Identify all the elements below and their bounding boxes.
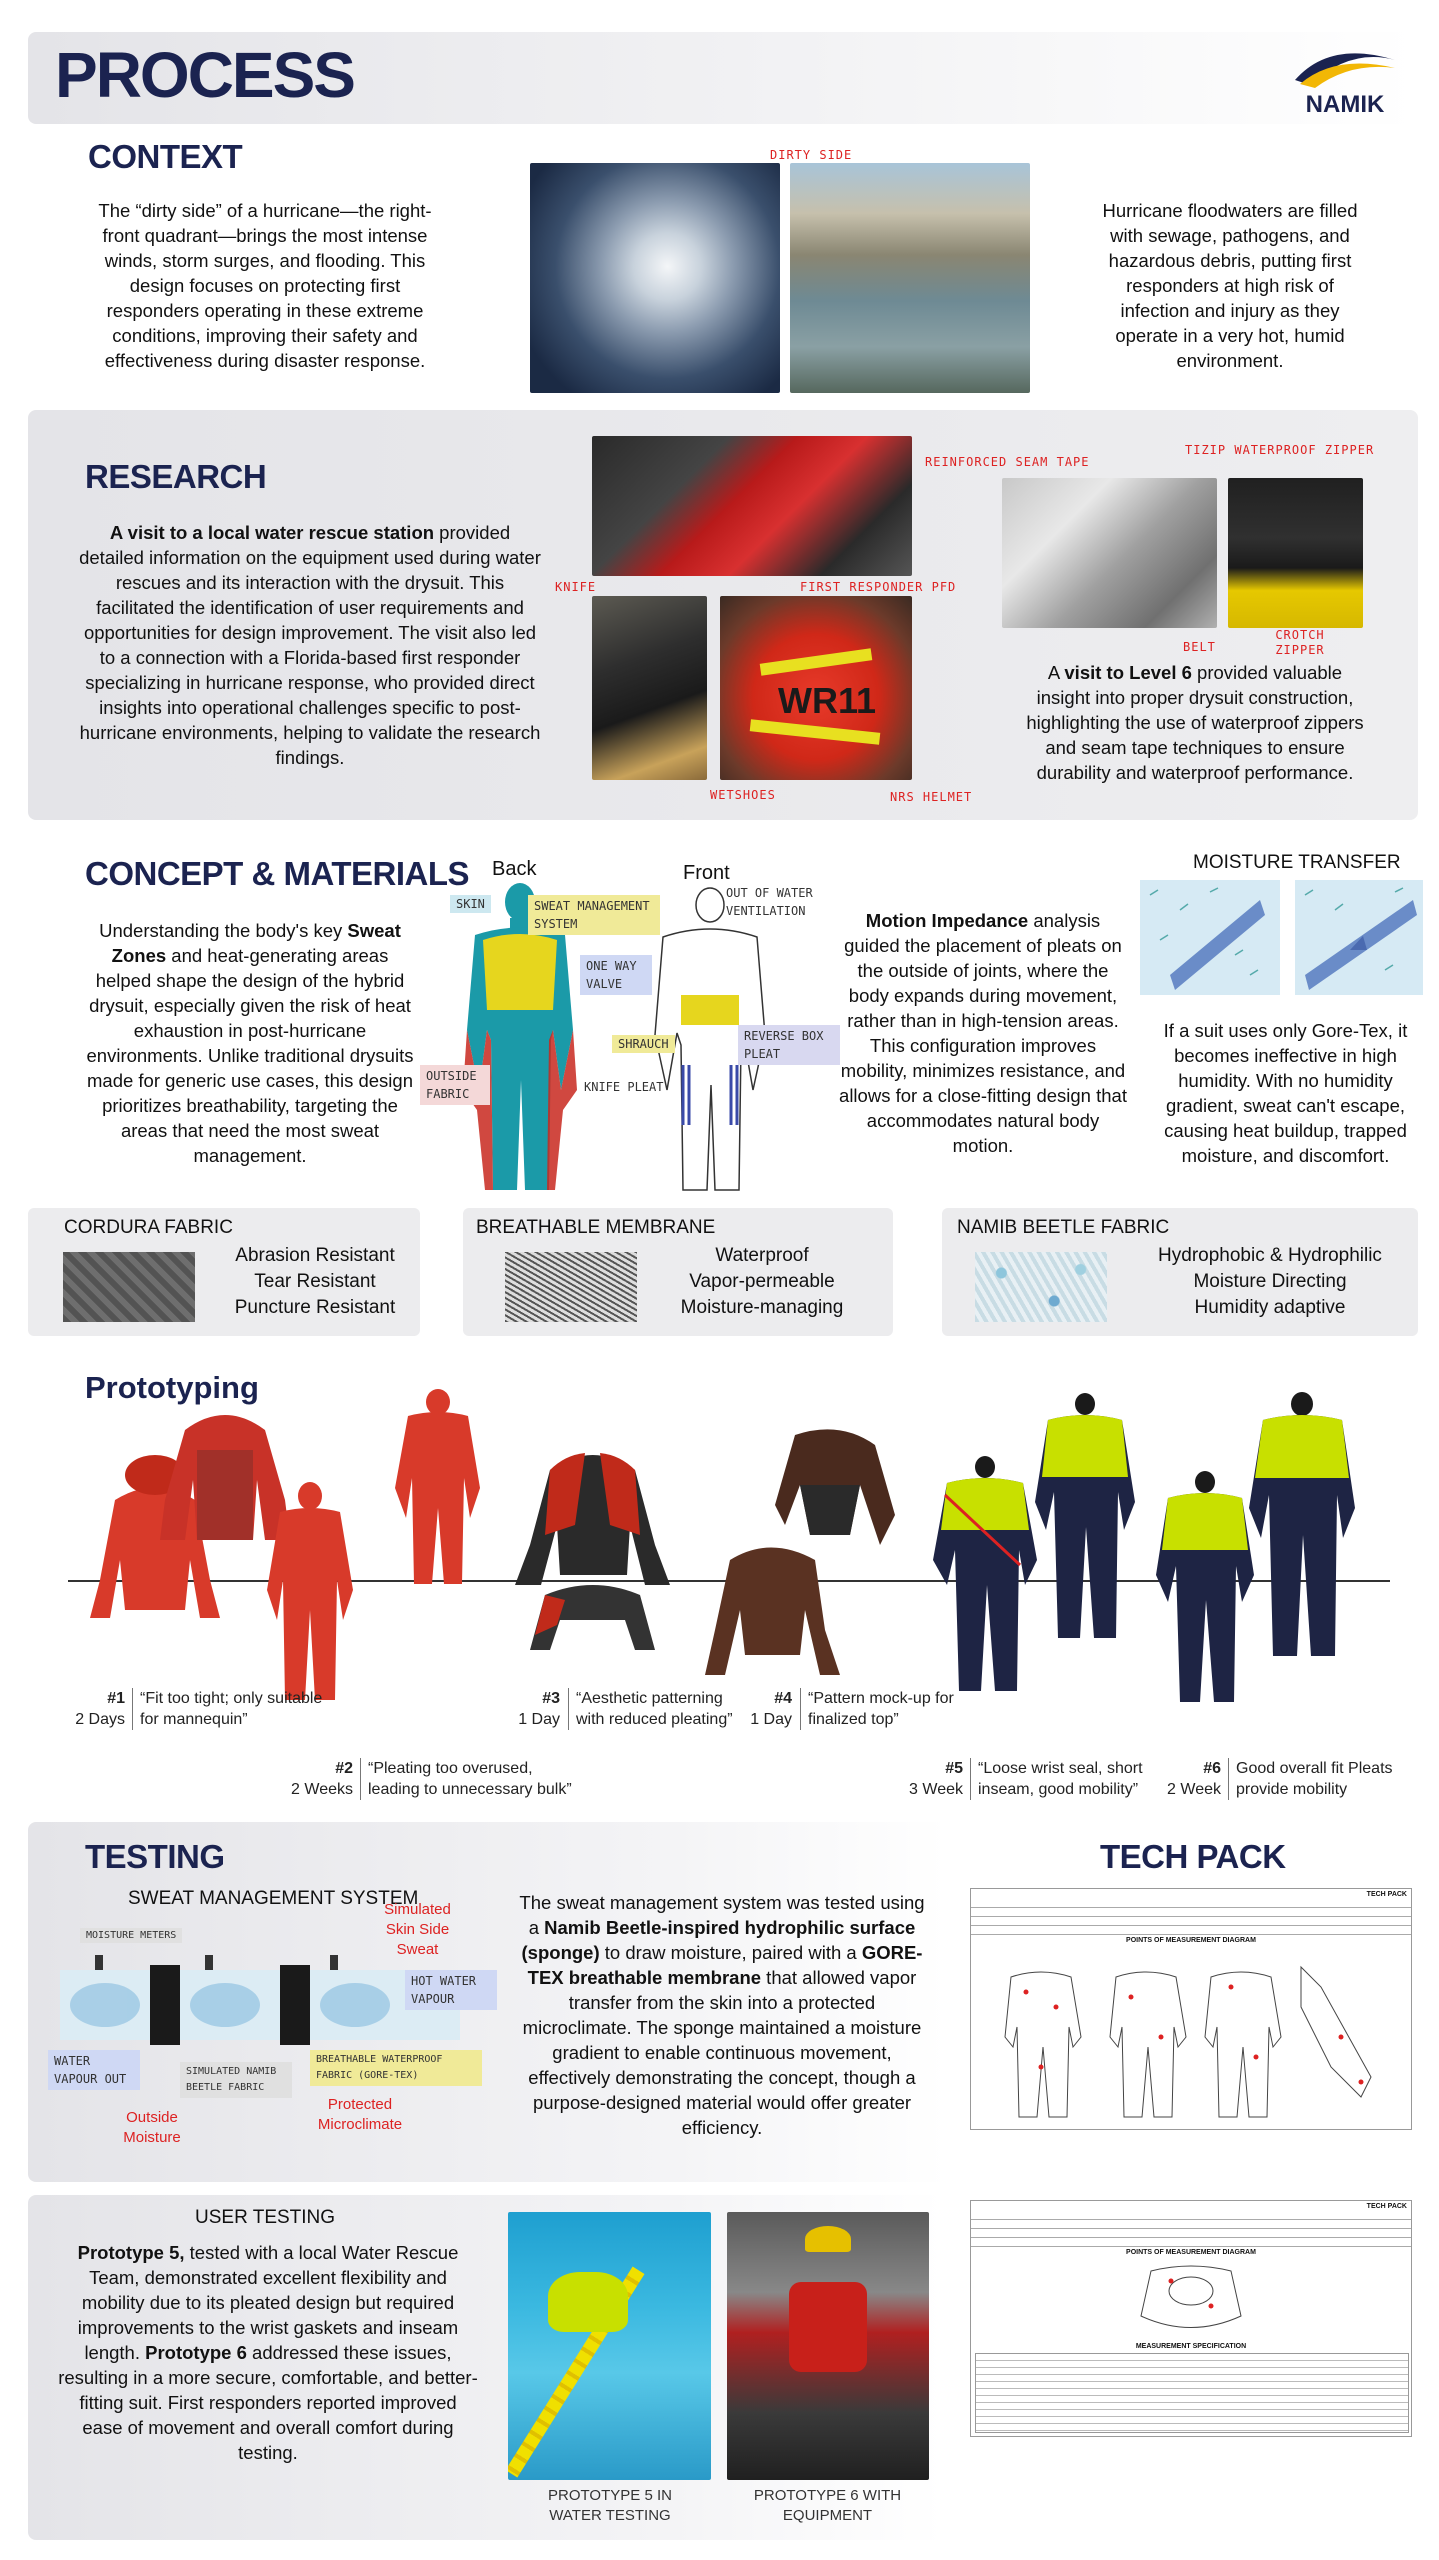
skin-sticky: SKIN: [450, 895, 491, 913]
user-testing-bold-1: Prototype 5,: [77, 2242, 185, 2263]
prototype-5b-image: [1030, 1392, 1140, 1642]
proto-2-time: 2 Weeks: [291, 1781, 353, 1798]
fabric-props-membrane: [652, 1243, 872, 1321]
membrane-prop-1: Waterproof: [715, 1245, 809, 1266]
proto-2-note: “Pleating too overused, leading to unnecessary bulk”: [368, 1760, 572, 1798]
techpack-sheet-1: [970, 1888, 1412, 2130]
concept-left-bold: Sweat Zones: [111, 920, 401, 966]
proto-5-meta: [895, 1758, 963, 1800]
techpack-header-rows-2: [971, 2211, 1411, 2247]
research-left-rest: provided detailed information on the equipment used during water rescues and its interaction with the drysuit. This facilitated the identification of user requirements and opportunities for design improvement. The visit also led to a connection with a Florida-based first responder specializing in hurricane response, who provided direct insights into operational challenges specific to post-hurricane environments, helping to validate the research findings.: [79, 522, 541, 768]
techpack-label-2: TECH PACK: [1366, 2203, 1407, 2210]
cordura-prop-3: Puncture Resistant: [234, 1297, 396, 1318]
concept-left-pre: Understanding the body's key: [99, 920, 348, 941]
wetshoes-anno: WETSHOES: [710, 788, 776, 802]
proto-6-meta: [1155, 1758, 1221, 1800]
membrane-prop-3: Moisture-managing: [680, 1297, 844, 1318]
techpack-points-label-2: POINTS OF MEASUREMENT DIAGRAM: [1126, 2249, 1256, 2256]
sms-title: SWEAT MANAGEMENT SYSTEM: [128, 1888, 419, 1909]
namib-prop-1: Hydrophobic & Hydrophilic: [1158, 1245, 1382, 1266]
techpack-header-rows-1: [971, 1899, 1411, 1935]
user-testing-title: USER TESTING: [195, 2207, 336, 2228]
ventilation-sticky: OUT OF WATER VENTILATION: [726, 886, 813, 918]
proto-5-note: “Loose wrist seal, short inseam, good mobility”: [978, 1760, 1143, 1798]
testing-bold-1: Namib Beetle-inspired hydrophilic surface (sponge): [521, 1917, 916, 1963]
hot-water-sticky: HOT WATER VAPOUR: [405, 1970, 497, 2010]
proto-2-meta: [275, 1758, 353, 1800]
proto-2-num: #2: [335, 1760, 353, 1777]
techpack-spec-rows: [975, 2353, 1409, 2433]
fabric-props-namib: [1150, 1243, 1390, 1321]
zipper-anno: TIZIP WATERPROOF ZIPPER: [1185, 443, 1375, 457]
belt-anno: BELT: [1183, 640, 1216, 654]
proto-tick-3: [568, 1688, 569, 1730]
seam-tape-photo: [1002, 478, 1217, 628]
proto-4-time: 1 Day: [750, 1711, 792, 1728]
seam-tape-anno: REINFORCED SEAM TAPE: [925, 455, 1090, 469]
moisture-meters-sticky: MOISTURE METERS: [80, 1928, 182, 1943]
water-out-sticky: WATER VAPOUR OUT: [48, 2050, 140, 2090]
research-right-text: [1020, 660, 1370, 785]
caption-prototype-5: PROTOTYPE 5 IN WATER TESTING: [548, 2487, 672, 2524]
cordura-swatch: [63, 1252, 195, 1322]
prototyping-title: Prototyping: [85, 1370, 259, 1405]
pfd-anno: FIRST RESPONDER PFD: [800, 580, 957, 594]
protected-anno: Protected Microclimate: [317, 2096, 403, 2133]
fabric-title-membrane: BREATHABLE MEMBRANE: [476, 1217, 716, 1238]
breathable-sticky: BREATHABLE WATERPROOF FABRIC (GORE-TEX): [310, 2050, 482, 2086]
research-left-text: [75, 520, 545, 770]
prototype-5-image: [925, 1455, 1045, 1695]
oneway-sticky: ONE WAY VALVE: [580, 955, 652, 995]
wetshoes-photo: [592, 596, 707, 780]
proto-6-note: Good overall fit Pleats provide mobility: [1236, 1760, 1393, 1798]
testing-bold-2: GORE-TEX breathable membrane: [527, 1942, 923, 1988]
back-label: Back: [492, 858, 537, 880]
membrane-swatch: [505, 1252, 637, 1322]
research-title: RESEARCH: [85, 458, 267, 495]
moisture-text: If a suit uses only Gore-Tex, it becomes ineffective in high humidity. With no humidity gradient, sweat can't escape, causing heat buildup, trapped moisture, and discomfort.: [1163, 1020, 1408, 1166]
proto-1-meta: [60, 1688, 125, 1730]
proto-4-note: “Pattern mock-up for finalized top”: [808, 1690, 954, 1728]
proto-1-note: “Fit too tight; only suitable for mannequin”: [140, 1690, 323, 1728]
user-testing-bold-2: Prototype 6: [145, 2342, 247, 2363]
proto-tick-2: [360, 1758, 361, 1800]
techpack-sheet-2: [970, 2200, 1412, 2437]
pfd-photo: [592, 436, 912, 576]
helmet-stripe-1: [760, 648, 873, 675]
testing-text-mid: to draw moisture, paired with a: [599, 1942, 862, 1963]
testing-title: TESTING: [85, 1838, 225, 1875]
prototype-2-image: [255, 1480, 365, 1705]
concept-mid-rest: analysis guided the placement of pleats on the outside of joints, where the body expands during movement, rather than in high-tension areas. This configuration improves mobility, minimizes resistance, and allows for a close-fitting design that accommodates natural body motion.: [839, 910, 1127, 1156]
proto-4-num: #4: [774, 1690, 792, 1707]
proto-tick-5: [970, 1758, 971, 1800]
testing-text-pre: The sweat management system was tested using a: [519, 1892, 925, 1938]
proto-tick-6: [1228, 1758, 1229, 1800]
concept-title: CONCEPT & MATERIALS: [85, 855, 470, 892]
crotch-anno: CROTCH ZIPPER: [1275, 628, 1325, 657]
helmet-text: WR11: [778, 680, 877, 721]
knife-anno: KNIFE: [555, 580, 597, 594]
swimmer-shape: [548, 2272, 628, 2332]
helmet-stripe-2: [750, 719, 881, 745]
user-testing-text-2: addressed these issues, resulting in a more secure, comfortable, and better-fitting suit. First responders reported improved ease of movement and overall comfort during testing.: [58, 2342, 478, 2463]
prototype-6b-image: [1245, 1390, 1360, 1660]
moisture-title: MOISTURE TRANSFER: [1193, 852, 1401, 873]
sim-skin-anno: Simulated Skin Side Sweat: [384, 1901, 451, 1958]
proto-1-time: 2 Days: [75, 1711, 125, 1728]
logo-text: NAMIK: [1305, 91, 1385, 118]
hurricane-satellite-photo: [530, 163, 780, 393]
logo: [1290, 40, 1400, 120]
zipper-photo: [1228, 478, 1363, 628]
techpack-spec-label: MEASUREMENT SPECIFICATION: [1135, 2343, 1247, 2350]
concept-left-rest: and heat-generating areas helped shape the design of the hybrid drysuit, especially given the risk of heat exhaustion in post-hurricane environments. Unlike traditional drysuits made for generic use cases, this design prioritizes breathability, targeting the areas that need the most sweat management.: [86, 945, 414, 1166]
prototype-6-image: [1150, 1470, 1260, 1705]
concept-mid-bold: Motion Impedance: [865, 910, 1029, 931]
user-testing-text: [58, 2240, 478, 2465]
techpack-title: TECH PACK: [1100, 1838, 1286, 1875]
firefighter-helmet-shape: [805, 2226, 851, 2252]
research-right-rest: provided valuable insight into proper drysuit construction, highlighting the use of waterproof zippers and seam tape techniques to ensure durability and waterproof performance.: [1026, 662, 1364, 783]
cordura-prop-1: Abrasion Resistant: [235, 1245, 395, 1266]
dirty-side-anno: DIRTY SIDE: [770, 148, 853, 162]
testing-text-rest: that allowed vapor transfer from the skin into a protected microclimate. The sponge maintained a moisture gradient to enable continuous movement, effectively demonstrating the concept, though a purpose-designed material would offer greater efficiency.: [522, 1967, 922, 2138]
user-testing-text-1: tested with a local Water Rescue Team, demonstrated excellent flexibility and mobility due to its pleated design but required improvements to the wrist gaskets and inseam length.: [77, 2242, 459, 2363]
fabric-props-cordura: [225, 1243, 405, 1321]
helmet-anno: NRS HELMET: [890, 790, 973, 804]
fabric-title-cordura: CORDURA FABRIC: [64, 1217, 233, 1238]
flooded-street-photo: [790, 163, 1030, 393]
concept-mid-text: [838, 908, 1128, 1158]
proto-6-num: #6: [1203, 1760, 1221, 1777]
proto-1-num: #1: [107, 1690, 125, 1707]
techpack-label-1: TECH PACK: [1366, 1891, 1407, 1898]
caption-prototype-6: PROTOTYPE 6 WITH EQUIPMENT: [753, 2487, 902, 2524]
fabric-title-namib: NAMIB BEETLE FABRIC: [957, 1217, 1170, 1238]
proto-5-time: 3 Week: [909, 1781, 963, 1798]
prototype-5-water-photo: [508, 2212, 711, 2480]
testing-text: [512, 1890, 932, 2140]
page-title: PROCESS: [55, 39, 354, 111]
prototype-2b-image: [390, 1388, 485, 1588]
namib-prop-3: Humidity adaptive: [1194, 1297, 1346, 1318]
prototype-6-equipment-photo: [727, 2212, 929, 2480]
context-title: CONTEXT: [88, 138, 243, 175]
reverse-sticky: REVERSE BOX PLEAT: [738, 1025, 840, 1065]
prototype-4-image: [700, 1425, 910, 1680]
context-left-text: The “dirty side” of a hurricane—the right-front quadrant—brings the most intense winds, storm surges, and flooding. This design focuses on protecting first responders operating in these extreme conditions, improving their safety and effectiveness during disaster response.: [98, 200, 432, 371]
membrane-prop-2: Vapor-permeable: [689, 1271, 835, 1292]
sim-namib-sticky: SIMULATED NAMIB BEETLE FABRIC: [180, 2062, 292, 2098]
namib-prop-2: Moisture Directing: [1193, 1271, 1347, 1292]
helmet-photo: [720, 596, 912, 780]
techpack-points-label-1: POINTS OF MEASUREMENT DIAGRAM: [1126, 1937, 1256, 1944]
concept-left-text: [85, 918, 415, 1168]
moisture-diagram-1: [1140, 880, 1280, 995]
context-right-text: Hurricane floodwaters are filled with sewage, pathogens, and hazardous debris, putting first responders at high risk of infection and injury as they operate in a very hot, humid environment.: [1102, 200, 1358, 371]
logo-mark-icon: [1290, 40, 1400, 88]
shrauch-sticky: SHRAUCH: [612, 1035, 675, 1053]
research-right-bold: visit to Level 6: [1064, 662, 1192, 683]
proto-5-num: #5: [945, 1760, 963, 1777]
sweat-sticky: SWEAT MANAGEMENT SYSTEM: [528, 895, 660, 935]
proto-3-num: #3: [542, 1690, 560, 1707]
proto-3-note: “Aesthetic patterning with reduced pleating”: [576, 1690, 733, 1728]
techpack-suit-drawing: [971, 1947, 1411, 2127]
proto-4-meta: [732, 1688, 792, 1730]
knife-sticky: KNIFE PLEAT: [584, 1080, 664, 1094]
front-label: Front: [683, 862, 730, 884]
firefighter-pfd-shape: [789, 2282, 867, 2372]
prototype-3-image: [505, 1425, 680, 1655]
namib-swatch: [975, 1252, 1107, 1322]
proto-3-time: 1 Day: [518, 1711, 560, 1728]
proto-6-time: 2 Week: [1167, 1781, 1221, 1798]
cordura-prop-2: Tear Resistant: [254, 1271, 376, 1292]
proto-tick-1: [132, 1688, 133, 1730]
proto-tick-4: [800, 1688, 801, 1730]
proto-3-meta: [500, 1688, 560, 1730]
research-left-bold: A visit to a local water rescue station: [109, 522, 435, 543]
outside-moisture-anno: Outside Moisture: [123, 2109, 181, 2146]
techpack-collar-drawing: [971, 2261, 1411, 2341]
research-right-pre: A: [1047, 662, 1065, 683]
outside-sticky: OUTSIDE FABRIC: [420, 1065, 490, 1105]
moisture-diagram-2: [1295, 880, 1423, 995]
